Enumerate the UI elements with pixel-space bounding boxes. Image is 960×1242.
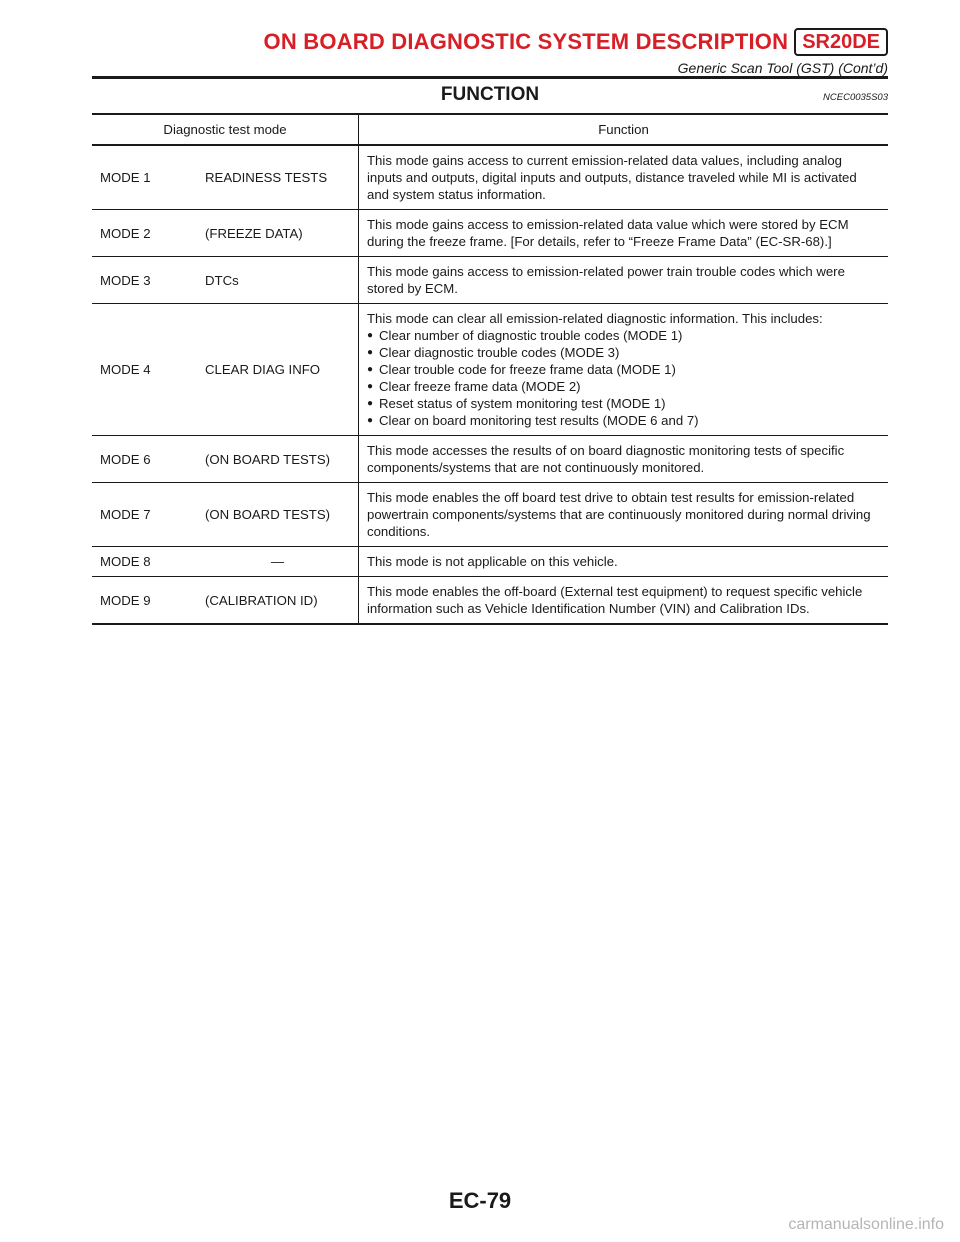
- mode-function: [359, 304, 889, 436]
- table-row: [92, 210, 888, 257]
- mode-number: MODE 1: [100, 170, 151, 185]
- function-text: This mode gains access to emission-related data value which were stored by ECM during the freeze frame. [For details, refer to “Freeze Frame Data” (EC-SR-68).]: [367, 217, 849, 249]
- function-bullet-list: [367, 327, 880, 429]
- table-header-row: [92, 115, 888, 145]
- engine-badge: SR20DE: [794, 28, 888, 56]
- bullet-icon: ●: [367, 398, 374, 409]
- bullet-icon: ●: [367, 381, 374, 392]
- column-header-function: Function: [598, 122, 649, 137]
- mode-function: [359, 257, 889, 304]
- header-divider: [92, 76, 888, 79]
- table-row: [92, 483, 888, 547]
- bullet-text: Clear trouble code for freeze frame data (MODE 1): [379, 362, 676, 377]
- list-item: [367, 327, 880, 344]
- list-item: [367, 361, 880, 378]
- watermark: carmanualsonline.info: [788, 1216, 944, 1233]
- mode-number: MODE 2: [100, 225, 151, 241]
- section-code: NCEC0035S03: [823, 92, 888, 103]
- mode-name: DTCs: [197, 257, 359, 304]
- mode-name: (CALIBRATION ID): [197, 577, 359, 625]
- mode-name: CLEAR DIAG INFO: [197, 304, 359, 436]
- bullet-text: Reset status of system monitoring test (MODE 1): [379, 396, 666, 411]
- mode-function: [359, 210, 889, 257]
- table-row: [92, 304, 888, 436]
- function-text: This mode enables the off board test drive to obtain test results for emission-related powertrain components/systems that are continuously monitored during normal driving conditions.: [367, 490, 871, 539]
- mode-name: —: [197, 547, 359, 577]
- mode-number: MODE 7: [100, 507, 151, 522]
- function-text: This mode is not applicable on this vehicle.: [367, 554, 618, 569]
- section-header: [92, 84, 888, 110]
- table-row: [92, 547, 888, 577]
- mode-number: MODE 4: [100, 362, 151, 377]
- list-item: [367, 412, 880, 429]
- function-text: This mode can clear all emission-related diagnostic information. This includes:: [367, 311, 823, 326]
- list-item: [367, 378, 880, 395]
- mode-function: [359, 547, 889, 577]
- table-row: [92, 145, 888, 210]
- column-header-mode: Diagnostic test mode: [92, 115, 359, 145]
- mode-name: (FREEZE DATA): [197, 210, 359, 257]
- bullet-icon: ●: [367, 347, 374, 358]
- mode-name: READINESS TESTS: [197, 145, 359, 210]
- list-item: [367, 395, 880, 412]
- function-text: This mode gains access to current emission-related data values, including analog inputs and outputs, digital inputs and outputs, distance traveled while MI is activated and system status information.: [367, 153, 857, 202]
- document-title: ON BOARD DIAGNOSTIC SYSTEM DESCRIPTION: [263, 29, 789, 54]
- bullet-text: Clear freeze frame data (MODE 2): [379, 379, 581, 394]
- mode-function: [359, 577, 889, 625]
- section-title: FUNCTION: [440, 84, 540, 105]
- mode-number: MODE 6: [100, 451, 151, 467]
- mode-number: MODE 8: [100, 554, 151, 569]
- mode-name: (ON BOARD TESTS): [197, 436, 359, 483]
- function-text: This mode enables the off-board (External test equipment) to request specific vehicle information such as Vehicle Identification Number (VIN) and Calibration IDs.: [367, 584, 863, 616]
- mode-function: [359, 436, 889, 483]
- function-text: This mode gains access to emission-related power train trouble codes which were stored by ECM.: [367, 264, 845, 296]
- header-row: [92, 28, 888, 56]
- function-text: This mode accesses the results of on board diagnostic monitoring tests of specific components/systems that are not continuously monitored.: [367, 443, 845, 475]
- mode-function: [359, 483, 889, 547]
- bullet-text: Clear on board monitoring test results (MODE 6 and 7): [379, 413, 699, 428]
- mode-number: MODE 9: [100, 592, 151, 608]
- table-row: [92, 257, 888, 304]
- bullet-text: Clear diagnostic trouble codes (MODE 3): [379, 345, 620, 360]
- table-row: [92, 577, 888, 625]
- bullet-icon: ●: [367, 364, 374, 375]
- bullet-text: Clear number of diagnostic trouble codes (MODE 1): [379, 328, 683, 343]
- list-item: [367, 344, 880, 361]
- bullet-icon: ●: [367, 330, 374, 341]
- mode-name: (ON BOARD TESTS): [197, 483, 359, 547]
- page-header: [92, 28, 888, 76]
- page-number: EC-79: [448, 1188, 512, 1213]
- mode-number: MODE 3: [100, 272, 151, 288]
- table-body: [92, 145, 888, 624]
- table-row: [92, 436, 888, 483]
- mode-function: [359, 145, 889, 210]
- function-table: [92, 115, 888, 625]
- bullet-icon: ●: [367, 415, 374, 426]
- document-subtitle: Generic Scan Tool (GST) (Cont’d): [677, 60, 888, 76]
